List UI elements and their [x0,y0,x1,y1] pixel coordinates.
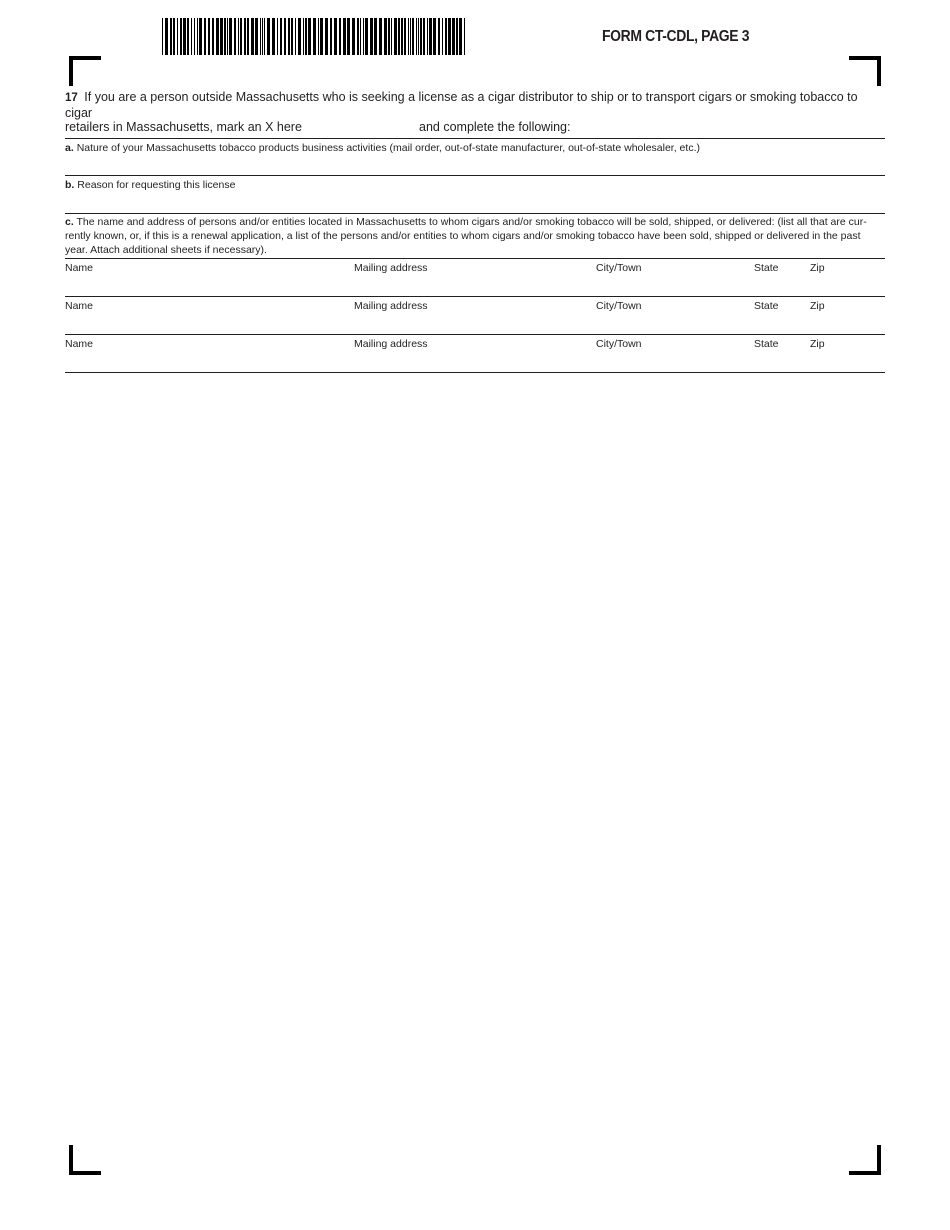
barcode-bar [388,18,390,55]
mailing-address-label: Mailing address [354,300,428,312]
name-label: Name [65,300,94,312]
barcode-bar [255,18,258,55]
barcode-image [160,18,470,55]
barcode-bar [291,18,293,55]
barcode-bar [420,18,422,55]
barcode-bar [173,18,175,55]
barcode-bar [247,18,249,55]
mailing-address-label: Mailing address [354,338,428,350]
barcode-bar [363,18,364,55]
barcode-bar [208,18,210,55]
state-label: State [754,338,779,350]
barcode-bar [288,18,290,55]
barcode-bar [303,18,304,55]
mailing-address-label: Mailing address [354,262,428,274]
barcode-bar [410,18,411,55]
barcode-bar [412,18,414,55]
barcode-bar [438,18,440,55]
city-town-label: City/Town [596,262,642,274]
name-label: Name [65,262,94,274]
barcode-bar [183,18,186,55]
barcode-bar [398,18,400,55]
form-page-title: FORM CT-CDL, PAGE 3 [602,28,750,45]
license-reason-field[interactable] [65,176,885,214]
name-label: Name [65,338,94,350]
barcode-bar [313,18,316,55]
barcode-bar [352,18,355,55]
barcode-bar [456,18,458,55]
barcode-bar [433,18,436,55]
barcode-bar [298,18,301,55]
barcode-bar [199,18,202,55]
mark-x-label: retailers in Massachusetts, mark an X here [65,120,302,134]
state-label: State [754,300,779,312]
barcode-bar [238,18,239,55]
barcode-bar [262,18,263,55]
question-17-text: If you are a person outside Massachusetts who is seeking a license as a cigar distributor to ship or to transport cigars or smoking tobacco to cigar [65,90,858,120]
recipient-row[interactable] [65,297,885,335]
barcode-bar [448,18,451,55]
complete-following-text: and complete the following: [419,120,571,134]
barcode-bar [384,18,387,55]
zip-label: Zip [810,338,825,350]
barcode-bar [251,18,254,55]
mark-x-checkbox[interactable] [305,120,415,134]
registration-mark-top-right [849,56,881,86]
state-label: State [754,262,779,274]
barcode-bar [423,18,425,55]
barcode-bar [229,18,232,55]
part-c-letter: c. [65,216,74,228]
barcode-bar [162,18,163,55]
barcode-bar [318,18,319,55]
barcode-bar [418,18,419,55]
barcode-bar [272,18,275,55]
zip-label: Zip [810,300,825,312]
barcode-bar [305,18,307,55]
barcode-bar [177,18,178,55]
barcode-bar [267,18,270,55]
barcode-bar [220,18,223,55]
barcode-bar [308,18,311,55]
barcode-bar [339,18,341,55]
barcode-bar [165,18,168,55]
registration-mark-bottom-right [849,1145,881,1175]
barcode-bar [343,18,346,55]
barcode-bar [427,18,428,55]
part-a-label: Nature of your Massachusetts tobacco products business activities (mail order, out-of-state manufacturer, out-of-state wholesaler, etc.) [76,142,700,154]
barcode-bar [187,18,189,55]
barcode-bar [347,18,350,55]
barcode-bar [325,18,328,55]
barcode-bar [416,18,417,55]
question-17-prompt [65,90,885,139]
barcode-bar [464,18,465,55]
recipients-instructions [65,214,885,259]
barcode-bar [452,18,455,55]
barcode-bar [277,18,278,55]
barcode-bar [365,18,368,55]
barcode-bar [191,18,192,55]
part-a-letter: a. [65,142,74,154]
barcode-bar [295,18,296,55]
question-17-section [65,90,885,373]
barcode-bar [429,18,432,55]
recipient-row[interactable] [65,335,885,373]
question-number: 17 [65,92,78,104]
barcode-bar [357,18,359,55]
barcode-bar [264,18,265,55]
barcode-bar [284,18,286,55]
registration-mark-top-left [69,56,101,86]
part-b-label: Reason for requesting this license [77,179,236,191]
barcode-bar [459,18,462,55]
barcode-bar [224,18,226,55]
barcode-bar [442,18,443,55]
barcode-bar [197,18,198,55]
barcode-bar [404,18,406,55]
city-town-label: City/Town [596,300,642,312]
barcode-bar [216,18,219,55]
city-town-label: City/Town [596,338,642,350]
barcode-bar [170,18,172,55]
barcode-bar [212,18,214,55]
registration-mark-bottom-left [69,1145,101,1175]
barcode-bar [204,18,206,55]
zip-label: Zip [810,262,825,274]
part-b-letter: b. [65,179,75,191]
barcode-bar [370,18,373,55]
barcode-bar [234,18,236,55]
barcode-bar [240,18,242,55]
barcode-bar [394,18,397,55]
barcode-bar [330,18,332,55]
barcode-bar [408,18,409,55]
barcode-bar [445,18,447,55]
part-c-label: The name and address of persons and/or entities located in Massachusetts to whom cigars and/or smoking tobacco will be sold, shipped, or delivered: (list all that are cur-rently known, or, if this is a renewal application, a list of the persons and/or entities to whom cigars and/or smoking tobacco have been sold, shipped or delivered in the past year. Attach additional sheets if necessary). [65,216,867,256]
barcode-bar [379,18,382,55]
barcode-bar [360,18,361,55]
recipient-row[interactable] [65,259,885,297]
business-activities-field[interactable] [65,139,885,176]
barcode-bar [401,18,403,55]
barcode-bar [227,18,228,55]
barcode-bar [320,18,323,55]
barcode-bar [374,18,377,55]
barcode-bar [244,18,246,55]
barcode-bar [194,18,195,55]
barcode-bar [391,18,392,55]
barcode-bar [260,18,261,55]
barcode-bar [180,18,182,55]
barcode-bar [280,18,282,55]
barcode-bar [334,18,337,55]
